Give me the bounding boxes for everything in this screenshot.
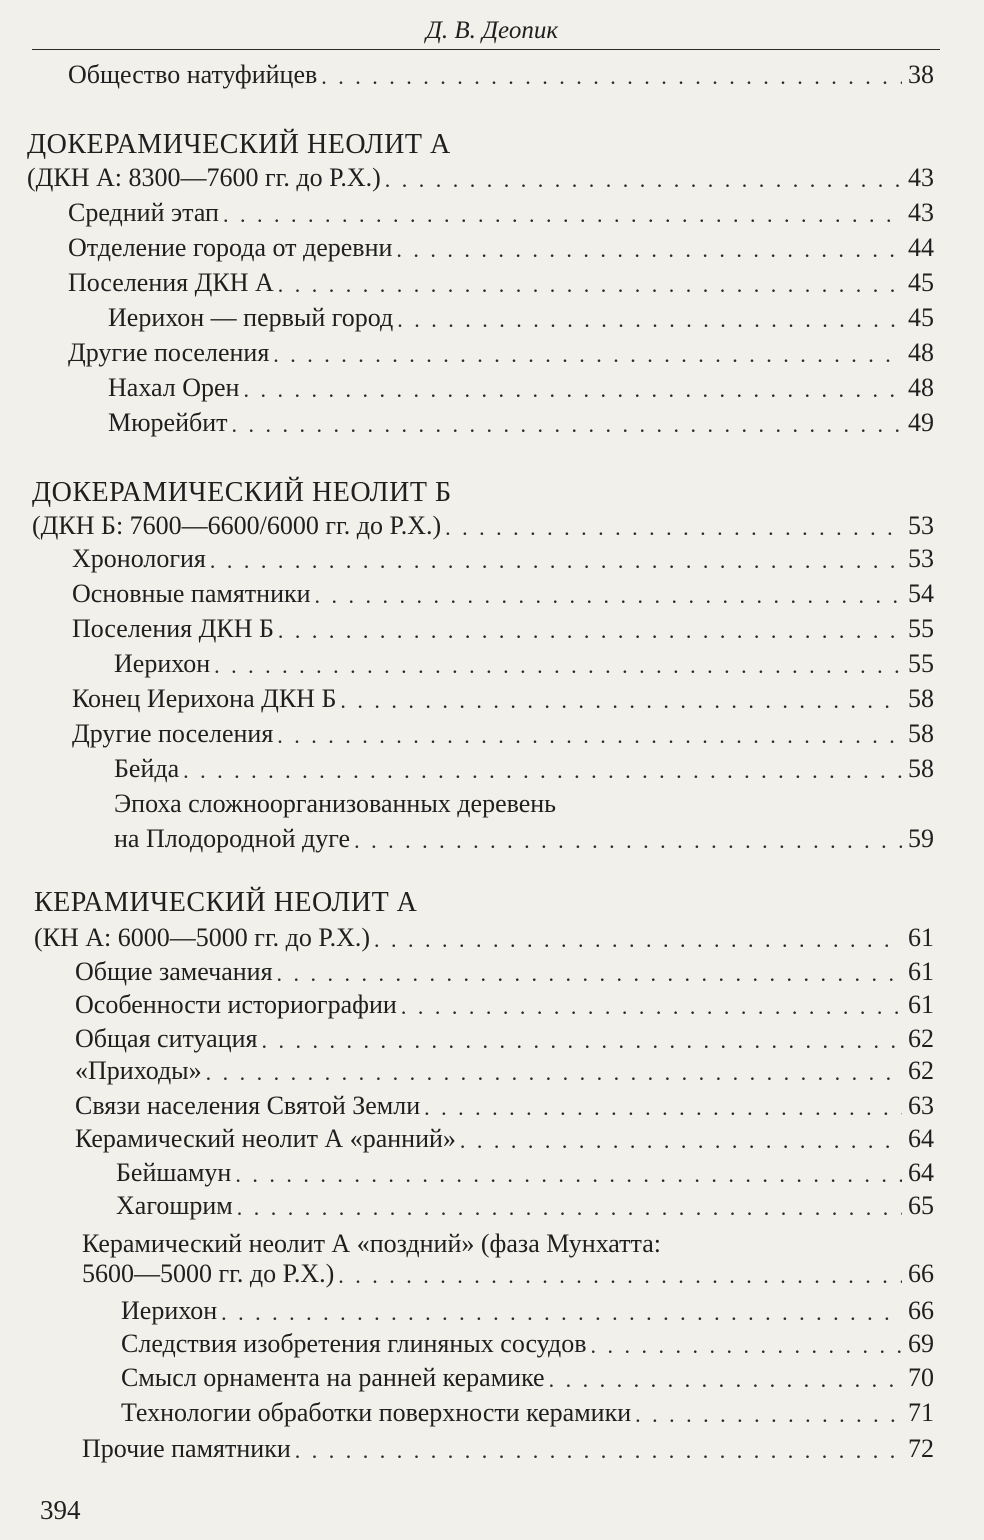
dot-leader [237, 1193, 902, 1223]
toc-entry-title-line[interactable]: Керамический неолит А «поздний» (фаза Мунхатта: [82, 1229, 661, 1258]
toc-entry-page: 62 [908, 1024, 934, 1053]
toc-entry[interactable] [75, 988, 934, 1022]
dot-leader [295, 1436, 902, 1466]
toc-entry[interactable] [68, 58, 934, 92]
section-heading[interactable]: ДОКЕРАМИЧЕСКИЙ НЕОЛИТ Б [32, 477, 452, 508]
toc-entry[interactable] [68, 231, 934, 265]
toc-entry-page: 58 [908, 754, 934, 783]
dot-leader [214, 651, 902, 681]
dot-leader [321, 62, 902, 92]
dot-leader [278, 270, 902, 300]
dot-leader [232, 410, 902, 440]
toc-entry-page: 53 [908, 544, 934, 573]
dot-leader [183, 756, 902, 786]
toc-entry[interactable] [72, 542, 934, 576]
toc-entry[interactable] [114, 752, 934, 786]
toc-entry-title: (ДКН А: 8300—7600 гг. до Р.Х.) [27, 163, 381, 192]
toc-entry[interactable] [72, 682, 934, 716]
toc-entry[interactable] [32, 509, 934, 543]
toc-entry-page: 69 [908, 1329, 934, 1358]
toc-entry-title: Поселения ДКН А [68, 268, 274, 297]
section-heading[interactable]: КЕРАМИЧЕСКИЙ НЕОЛИТ А [34, 887, 418, 918]
toc-entry[interactable] [68, 196, 934, 230]
dot-leader [277, 721, 902, 751]
toc-entry-page: 64 [908, 1124, 934, 1153]
toc-entry-title: 5600—5000 гг. до Р.Х.) [82, 1259, 335, 1288]
toc-entry-title: Прочие памятники [82, 1434, 291, 1463]
toc-entry-page: 66 [908, 1296, 934, 1325]
toc-entry-page: 49 [908, 408, 934, 437]
toc-entry-page: 72 [908, 1434, 934, 1463]
toc-entry-title: Особенности историографии [75, 990, 397, 1019]
toc-entry-page: 45 [908, 268, 934, 297]
section-heading[interactable]: ДОКЕРАМИЧЕСКИЙ НЕОЛИТ А [27, 129, 451, 160]
dot-leader [235, 1160, 902, 1190]
toc-entry-page: 66 [908, 1259, 934, 1288]
toc-entry-title: Керамический неолит А «ранний» [75, 1124, 456, 1153]
toc-entry[interactable] [75, 1089, 934, 1123]
toc-entry-title: Хронология [72, 544, 206, 573]
toc-entry-title: Другие поселения [68, 338, 270, 367]
toc-entry-title: «Приходы» [75, 1056, 202, 1085]
toc-entry-title: Общие замечания [75, 957, 273, 986]
toc-entry-title: на Плодородной дуге [114, 824, 351, 853]
dot-leader [591, 1331, 902, 1361]
toc-entry[interactable] [72, 612, 934, 646]
toc-entry-title: Общество натуфийцев [68, 60, 318, 89]
toc-entry-page: 38 [908, 60, 934, 89]
dot-leader [401, 992, 902, 1022]
toc-entry-title: Нахал Орен [108, 373, 240, 402]
toc-entry[interactable] [82, 1257, 934, 1291]
dot-leader [385, 165, 902, 195]
toc-entry-page: 45 [908, 303, 934, 332]
toc-entry-title: Общая ситуация [75, 1024, 258, 1053]
toc-entry-page: 71 [908, 1398, 934, 1427]
toc-entry[interactable] [114, 822, 934, 856]
toc-entry-page: 59 [908, 824, 934, 853]
toc-entry[interactable] [114, 647, 934, 681]
toc-entry-page: 48 [908, 373, 934, 402]
toc-entry[interactable] [72, 577, 934, 611]
toc-entry-title: Иерихон [114, 649, 211, 678]
toc-entry-title: Конец Иерихона ДКН Б [72, 684, 337, 713]
toc-entry-title: Основные памятники [72, 579, 311, 608]
dot-leader [374, 925, 902, 955]
dot-leader [315, 581, 902, 611]
dot-leader [340, 686, 902, 716]
dot-leader [278, 616, 902, 646]
dot-leader [396, 235, 902, 265]
toc-entry-page: 61 [908, 923, 934, 952]
toc-entry-title: Другие поселения [72, 719, 274, 748]
toc-entry-page: 48 [908, 338, 934, 367]
toc-entry-page: 43 [908, 198, 934, 227]
dot-leader [354, 826, 902, 856]
running-header: Д. В. Деопик [425, 17, 559, 44]
toc-entry-title: Смысл орнамента на ранней керамике [121, 1363, 545, 1392]
toc-entry[interactable] [72, 717, 934, 751]
toc-entry-title: Иерихон — первый город [108, 303, 394, 332]
toc-entry-title: Отделение города от деревни [68, 233, 393, 262]
dot-leader [206, 1058, 902, 1088]
toc-entry-page: 43 [908, 163, 934, 192]
dot-leader [277, 959, 902, 989]
toc-entry-page: 54 [908, 579, 934, 608]
toc-entry[interactable] [68, 266, 934, 300]
page-number: 394 [40, 1495, 81, 1525]
toc-entry-page: 58 [908, 719, 934, 748]
toc-entry-title: Мюрейбит [108, 408, 228, 437]
dot-leader [243, 375, 902, 405]
dot-leader [223, 200, 902, 230]
toc-entry-title: Связи населения Святой Земли [75, 1091, 421, 1120]
toc-entry-title-line[interactable]: Эпоха сложноорганизованных деревень [114, 789, 557, 818]
toc-entry-title: Поселения ДКН Б [72, 614, 274, 643]
toc-entry[interactable] [116, 1156, 934, 1190]
toc-entry[interactable] [108, 406, 934, 440]
dot-leader [261, 1026, 902, 1056]
toc-entry[interactable] [27, 161, 934, 195]
dot-leader [210, 546, 902, 576]
toc-entry-page: 61 [908, 957, 934, 986]
dot-leader [221, 1298, 902, 1328]
toc-entry[interactable] [121, 1294, 934, 1328]
toc-entry-page: 65 [908, 1191, 934, 1220]
dot-leader [445, 513, 902, 543]
toc-entry-page: 55 [908, 649, 934, 678]
toc-entry-title: Средний этап [68, 198, 219, 227]
toc-entry-page: 63 [908, 1091, 934, 1120]
toc-entry[interactable] [68, 336, 934, 370]
toc-entry-page: 62 [908, 1056, 934, 1085]
dot-leader [397, 305, 902, 335]
toc-entry-page: 44 [908, 233, 934, 262]
toc-entry-title: Иерихон [121, 1296, 218, 1325]
toc-entry-title: (ДКН Б: 7600—6600/6000 гг. до Р.Х.) [32, 511, 442, 540]
dot-leader [549, 1365, 902, 1395]
dot-leader [460, 1126, 902, 1156]
toc-entry[interactable] [75, 955, 934, 989]
toc-entry-page: 61 [908, 990, 934, 1019]
toc-entry[interactable] [82, 1432, 934, 1466]
toc-entry-title: Бейшамун [116, 1158, 232, 1187]
toc-entry[interactable] [75, 1122, 934, 1156]
toc-entry[interactable] [75, 1022, 934, 1056]
toc-entry-title: (КН А: 6000—5000 гг. до Р.Х.) [34, 923, 371, 952]
toc-entry[interactable] [116, 1189, 934, 1223]
toc-entry-page: 55 [908, 614, 934, 643]
dot-leader [635, 1400, 902, 1430]
toc-entry-title: Бейда [114, 754, 180, 783]
dot-leader [273, 340, 902, 370]
toc-entry-page: 64 [908, 1158, 934, 1187]
toc-entry[interactable] [121, 1361, 934, 1395]
toc-entry-title: Технологии обработки поверхности керамики [121, 1398, 632, 1427]
toc-entry[interactable] [121, 1396, 934, 1430]
toc-entry-title: Хагошрим [116, 1191, 233, 1220]
toc-entry-page: 58 [908, 684, 934, 713]
toc-entry[interactable] [34, 921, 934, 955]
dot-leader [338, 1261, 902, 1291]
dot-leader [424, 1093, 902, 1123]
toc-entry[interactable] [121, 1327, 934, 1361]
toc-entry[interactable] [75, 1054, 934, 1088]
toc-entry-page: 70 [908, 1363, 934, 1392]
toc-entry[interactable] [108, 301, 934, 335]
toc-entry[interactable] [108, 371, 934, 405]
toc-entry-title: Следствия изобретения глиняных сосудов [121, 1329, 587, 1358]
toc-entry-page: 53 [908, 511, 934, 540]
